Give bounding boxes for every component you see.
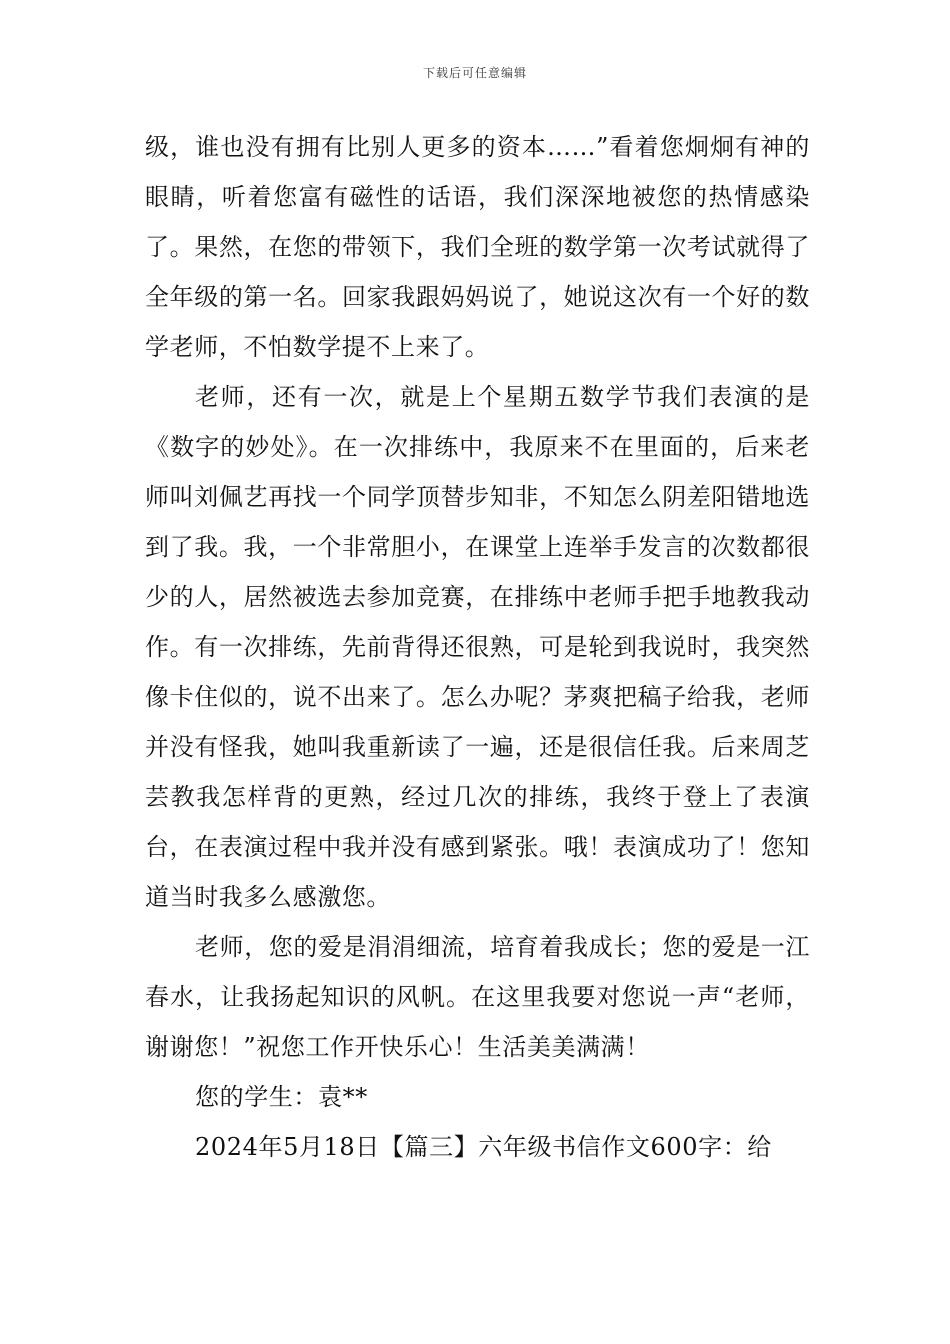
paragraph-rehearsal: 老师，还有一次，就是上个星期五数学节我们表演的是《数字的妙处》。在一次排练中，我原来不在里面的，后来老师叫刘佩艺再找一个同学顶替步知非，不知怎么阴差阳错地选到了我。我，一个非常胆小，在课堂上连举手发言的次数都很少的人，居然被选去参加竞赛，在排练中老师手把手地教我动作。有一次排练，先前背得还很熟，可是轮到我说时，我突然像卡住似的，说不出来了。怎么办呢？茅爽把稿子给我，老师并没有怪我，她叫我重新读了一遍，还是很信任我。后来周芝芸教我怎样背的更熟，经过几次的排练，我终于登上了表演台，在表演过程中我并没有感到紧张。哦！表演成功了！您知道当时我多么感激您。 [145,383,810,911]
document-body [145,122,810,1172]
signature-line: 您的学生：袁** [195,1083,368,1111]
paragraph-thanks: 老师，您的爱是涓涓细流，培育着我成长；您的爱是一江春水，让我扬起知识的风帆。在这里我要对您说一声“老师，谢谢您！”祝您工作开快乐心！生活美美满满！ [145,933,810,1061]
date-and-next-title: 2024年5月18日【篇三】六年级书信作文600字：给 [195,1133,772,1161]
page-header: 下载后可任意编辑 [422,66,527,80]
paragraph-continuation: 级，谁也没有拥有比别人更多的资本……”看着您炯炯有神的眼睛，听着您富有磁性的话语，我们深深地被您的热情感染了。果然，在您的带领下，我们全班的数学第一次考试就得了全年级的第一名。回家我跟妈妈说了，她说这次有一个好的数学老师，不怕数学提不上来了。 [145,133,810,361]
